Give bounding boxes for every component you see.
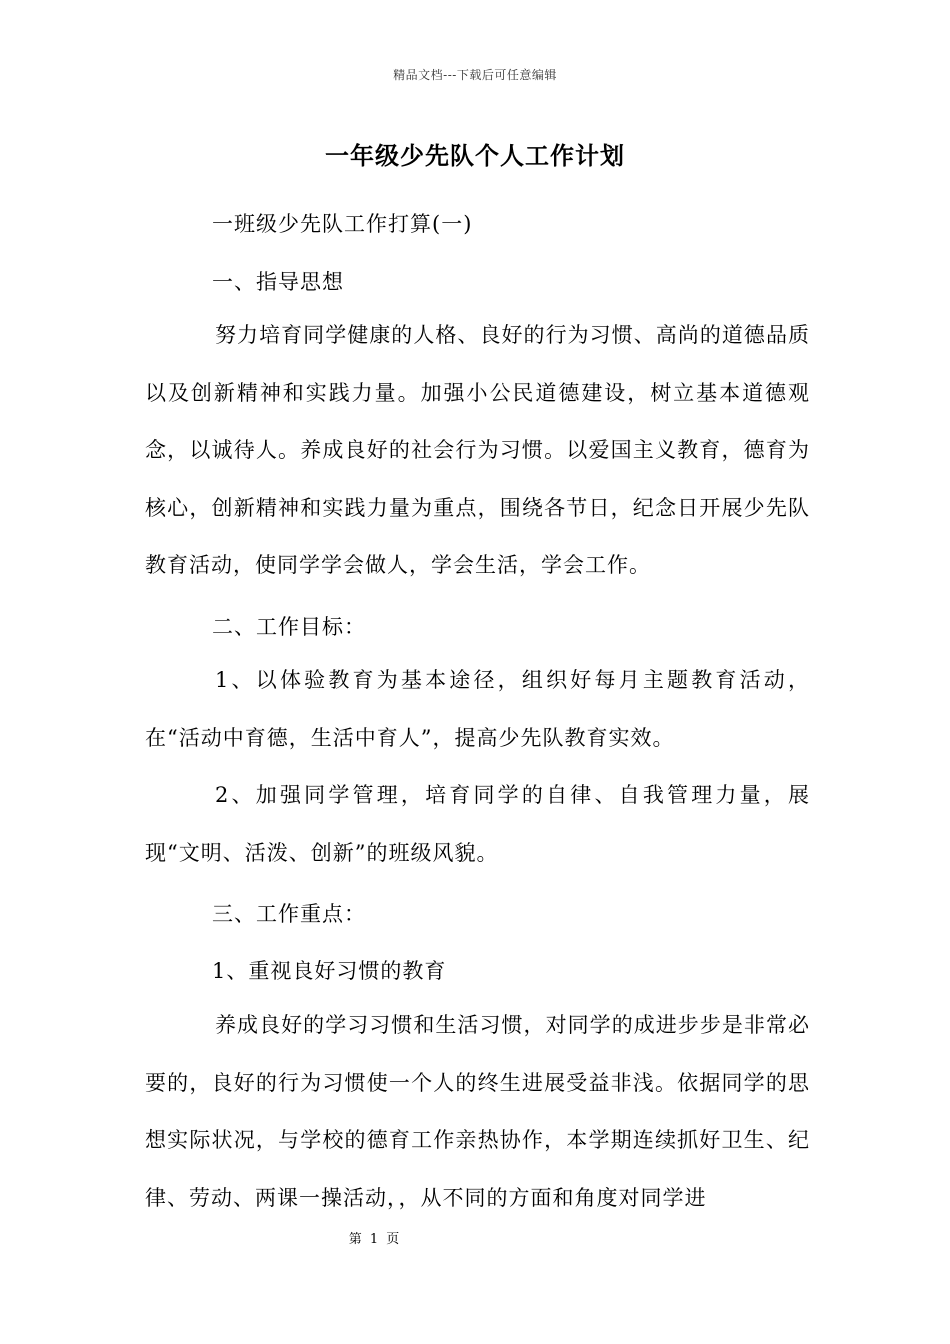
section-2-heading: 二、工作目标：: [212, 615, 366, 639]
page-number: 第 1 页: [348, 1232, 402, 1247]
header-note: 精品文档---下载后可任意编辑: [393, 68, 557, 82]
section-1-paragraph: 努力培育同学健康的人格、良好的行为习惯、高尚的道德品质以及创新精神和实践力量。加强小公民道德建设，树立基本道德观念，以诚待人。养成良好的社会行为习惯。以爱国主义教育，德育为核心，创新精神和实践力量为重点，围绕各节日，纪念日开展少先队教育活动，使同学学会做人，学会生活，学会工作。: [145, 323, 810, 577]
document-subtitle: 一班级少先队工作打算(一): [212, 212, 473, 236]
section-1-heading: 一、指导思想: [212, 270, 344, 294]
section-3-heading: 三、工作重点：: [212, 902, 366, 926]
document-title: 一年级少先队个人工作计划: [325, 141, 625, 170]
section-3-sub-1-paragraph: 养成良好的学习习惯和生活习惯，对同学的成进步步是非常必要的，良好的行为习惯使一个人的终生进展受益非浅。依据同学的思想实际状况，与学校的德育工作亲热协作，本学期连续抓好卫生、纪律、劳动、两课一操活动，，从不同的方面和角度对同学进: [145, 1013, 810, 1210]
section-2-item-2: 2、加强同学管理，培育同学的自律、自我管理力量，展现“文明、活泼、创新”的班级风貌。: [145, 783, 810, 865]
section-3-sub-1-heading: 1、重视良好习惯的教育: [212, 959, 447, 983]
section-2-item-1: 1、以体验教育为基本途径，组织好每月主题教育活动，在“活动中育德，生活中育人”，提高少先队教育实效。: [145, 668, 810, 750]
